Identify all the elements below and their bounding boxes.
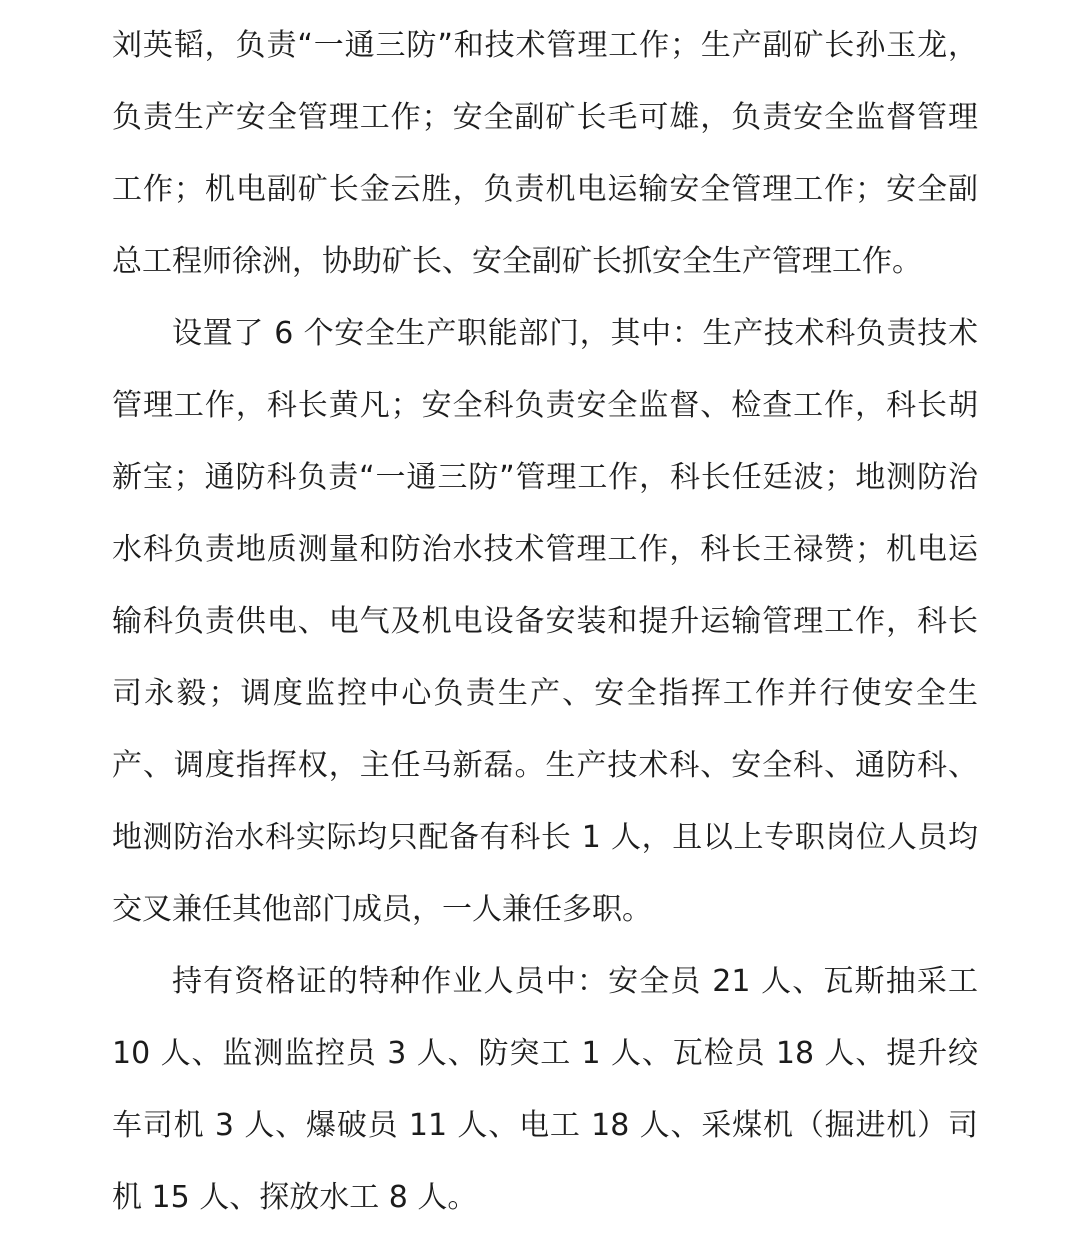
paragraph-special-workers: 持有资格证的特种作业人员中：安全员 21 人、瓦斯抽采工 10 人、监测监控员 3 人、防突工 1 人、瓦检员 18 人、提升绞车司机 3 人、爆破员 11 人、电工 18 人、采煤机（掘进机）司机 15 人、探放水工 8 人。 xyxy=(112,964,978,1215)
paragraph-leadership: 刘英韬，负责“一通三防”和技术管理工作；生产副矿长孙玉龙，负责生产安全管理工作；安全副矿长毛可雄，负责安全监督管理工作；机电副矿长金云胜，负责机电运输安全管理工作；安全副总工程师徐洲，协助矿长、安全副矿长抓安全生产管理工作。 xyxy=(112,28,978,279)
document-body xyxy=(112,10,978,1234)
paragraph-departments: 设置了 6 个安全生产职能部门，其中：生产技术科负责技术管理工作，科长黄凡；安全科负责安全监督、检查工作，科长胡新宝；通防科负责“一通三防”管理工作，科长任廷波；地测防治水科负责地质测量和防治水技术管理工作，科长王禄赞；机电运输科负责供电、电气及机电设备安装和提升运输管理工作，科长司永毅；调度监控中心负责生产、安全指挥工作并行使安全生产、调度指挥权，主任马新磊。生产技术科、安全科、通防科、地测防治水科实际均只配备有科长 1 人，且以上专职岗位人员均交叉兼任其他部门成员，一人兼任多职。 xyxy=(112,316,978,927)
